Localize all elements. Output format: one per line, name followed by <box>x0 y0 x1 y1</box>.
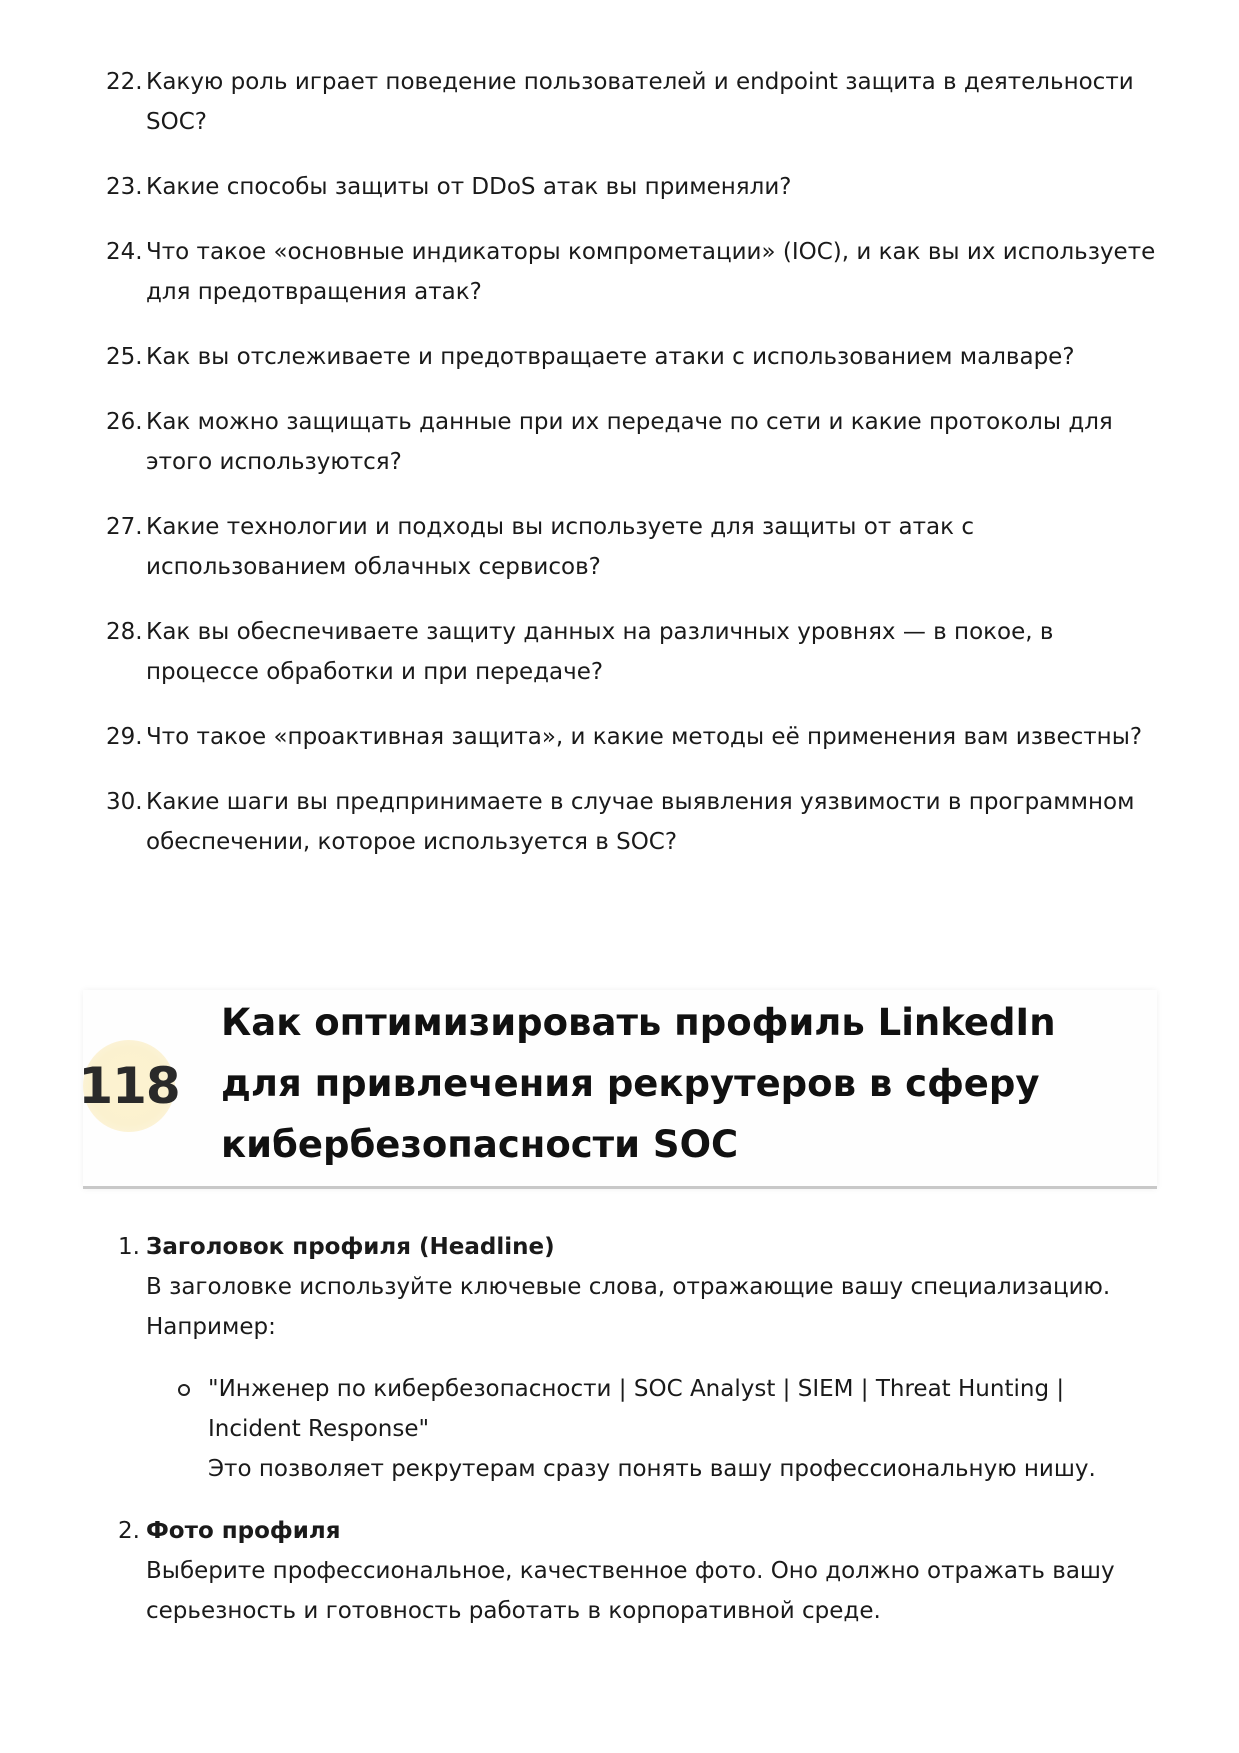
list-item <box>106 167 1156 207</box>
list-item <box>106 337 1156 377</box>
tip-title: Фото профиля <box>146 1518 341 1544</box>
tip-text: Выберите профессиональное, качественное фото. Оно должно отражать вашу серьезность и готовность работать в корпоративной среде. <box>146 1558 1115 1624</box>
questions-list <box>106 62 1156 887</box>
question-number: 24. <box>106 239 143 265</box>
question-text: Как можно защищать данные при их передаче по сети и какие протоколы для этого используются? <box>146 409 1113 475</box>
question-text: Что такое «проактивная защита», и какие методы её применения вам известны? <box>146 724 1143 750</box>
question-number: 29. <box>106 724 143 750</box>
list-item <box>106 507 1156 587</box>
example-item <box>146 1369 1158 1489</box>
question-text: Какие технологии и подходы вы используете для защиты от атак с использованием облачных сервисов? <box>146 514 974 580</box>
list-item <box>118 1511 1158 1631</box>
question-text: Что такое «основные индикаторы компрометации» (IOC), и как вы их используете для предотвращения атак? <box>146 239 1156 305</box>
tips-list <box>118 1227 1158 1653</box>
question-number: 26. <box>106 409 143 435</box>
question-number: 22. <box>106 69 143 95</box>
tip-number: 2. <box>118 1518 140 1544</box>
section-number: 118 <box>78 1057 180 1115</box>
list-item <box>106 782 1156 862</box>
question-text: Какие способы защиты от DDoS атак вы применяли? <box>146 174 792 200</box>
tip-title: Заголовок профиля (Headline) <box>146 1234 555 1260</box>
example-list <box>146 1369 1158 1489</box>
question-number: 25. <box>106 344 143 370</box>
question-number: 28. <box>106 619 143 645</box>
list-item <box>106 402 1156 482</box>
question-text: Как вы обеспечиваете защиту данных на различных уровнях — в покое, в процессе обработки и при передаче? <box>146 619 1054 685</box>
tip-text: В заголовке используйте ключевые слова, отражающие вашу специализацию. Например: <box>146 1274 1111 1340</box>
circle-bullet-icon <box>178 1384 190 1396</box>
question-text: Какие шаги вы предпринимаете в случае выявления уязвимости в программном обеспечении, которое используется в SOC? <box>146 789 1135 855</box>
question-text: Какую роль играет поведение пользователей и endpoint защита в деятельности SOC? <box>146 69 1134 135</box>
section-title: Как оптимизировать профиль LinkedIn для привлечения рекрутеров в сферу кибербезопасности SOC <box>221 1001 1056 1166</box>
question-text: Как вы отслеживаете и предотвращаете атаки с использованием малваре? <box>146 344 1075 370</box>
question-number: 30. <box>106 789 143 815</box>
list-item <box>106 612 1156 692</box>
list-item <box>106 717 1156 757</box>
tip-number: 1. <box>118 1234 140 1260</box>
question-number: 23. <box>106 174 143 200</box>
list-item <box>118 1227 1158 1489</box>
example-text: "Инженер по кибербезопасности | SOC Analyst | SIEM | Threat Hunting | Incident Response" <box>208 1376 1065 1442</box>
section-number-badge <box>78 1040 180 1132</box>
list-item <box>106 62 1156 142</box>
question-number: 27. <box>106 514 143 540</box>
example-note: Это позволяет рекрутерам сразу понять вашу профессиональную нишу. <box>208 1456 1096 1482</box>
section-header <box>78 990 1157 1189</box>
list-item <box>106 232 1156 312</box>
